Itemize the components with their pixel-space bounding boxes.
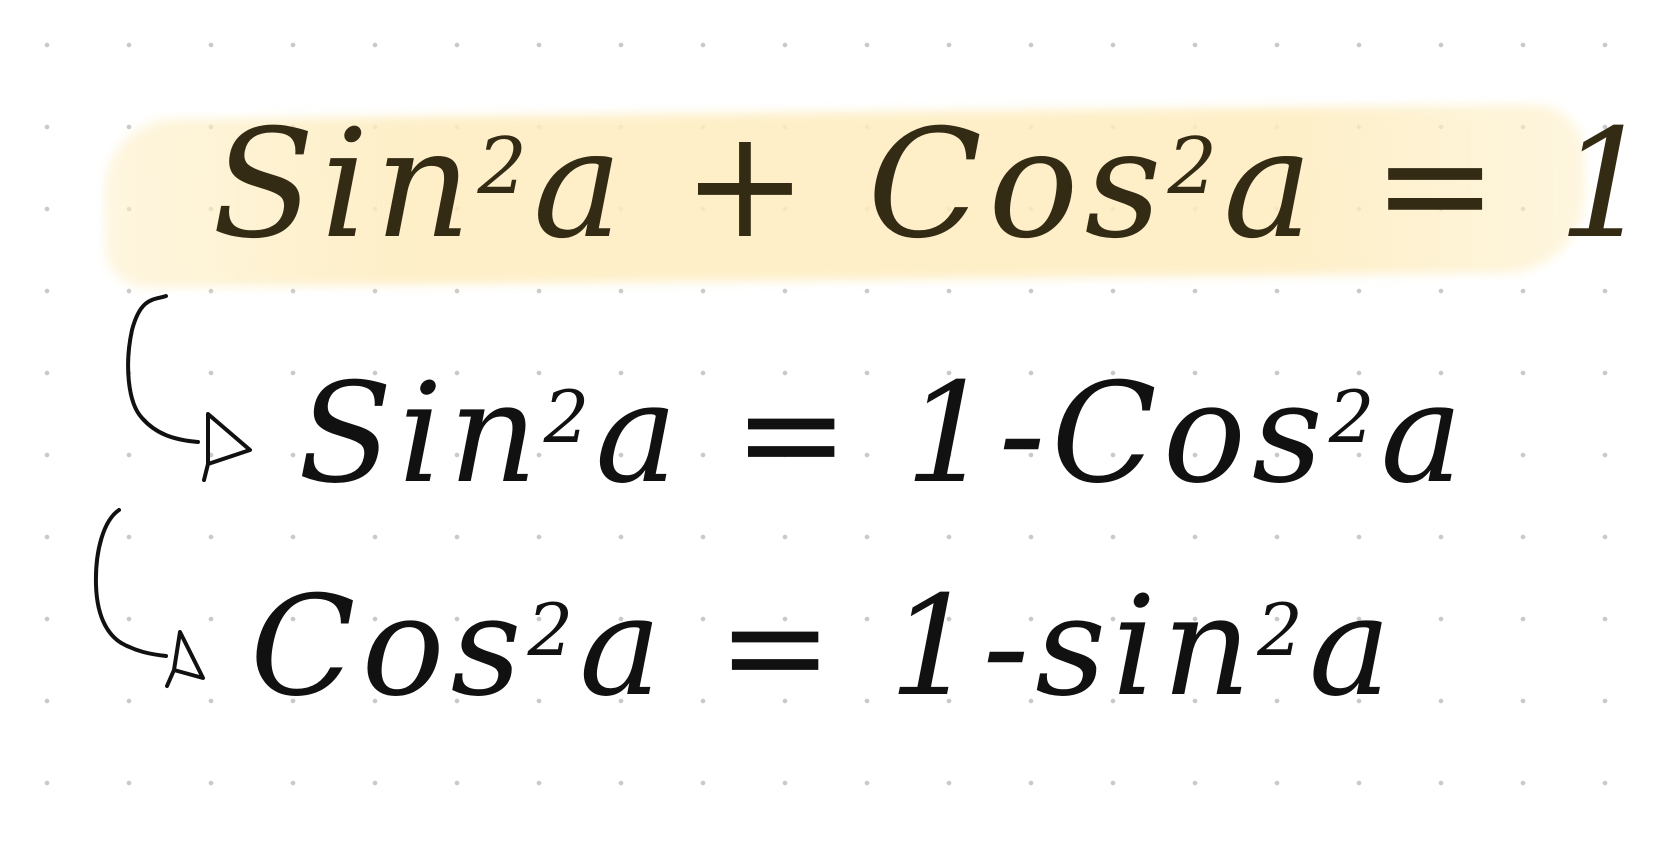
arrowhead-1-icon [204,414,250,480]
identity-rhs: 1 [1557,98,1660,272]
sin-eq-lhs-arg: a [595,353,684,514]
sin-eq-rhs: 1-Cos [904,353,1329,514]
identity-cos: Cos [867,98,1168,272]
sin-eq-rhs-exponent: 2 [1328,374,1381,459]
sin-eq-lhs-fn: Sin [298,353,544,514]
curved-arrow-2-icon [96,510,166,656]
cos-eq-rhs-arg: a [1308,566,1398,727]
cos-eq-lhs-exponent: 2 [527,587,580,672]
identity-cos-exponent: 2 [1167,122,1224,213]
cos-eq-equals: = [667,566,889,727]
cos-eq-rhs-exponent: 2 [1257,587,1309,672]
cos-eq-rhs: 1-sin [888,566,1258,727]
identity-equals: = [1318,98,1558,272]
cos-eq-lhs-fn: Cos [250,566,528,727]
identity-cos-arg: a [1223,98,1319,272]
identity-plus: + [628,98,868,272]
sin-eq-lhs-exponent: 2 [543,374,596,459]
sin-eq-equals: = [683,353,905,514]
sin-eq-rhs-arg: a [1380,353,1469,514]
identity-sin-exponent: 2 [477,122,533,213]
identity-sin-arg: a [532,98,629,272]
arrowhead-2-icon [167,632,203,686]
cos-eq-lhs-arg: a [579,566,668,727]
curved-arrow-1-icon [128,296,198,442]
identity-sin: Sin [212,98,478,272]
